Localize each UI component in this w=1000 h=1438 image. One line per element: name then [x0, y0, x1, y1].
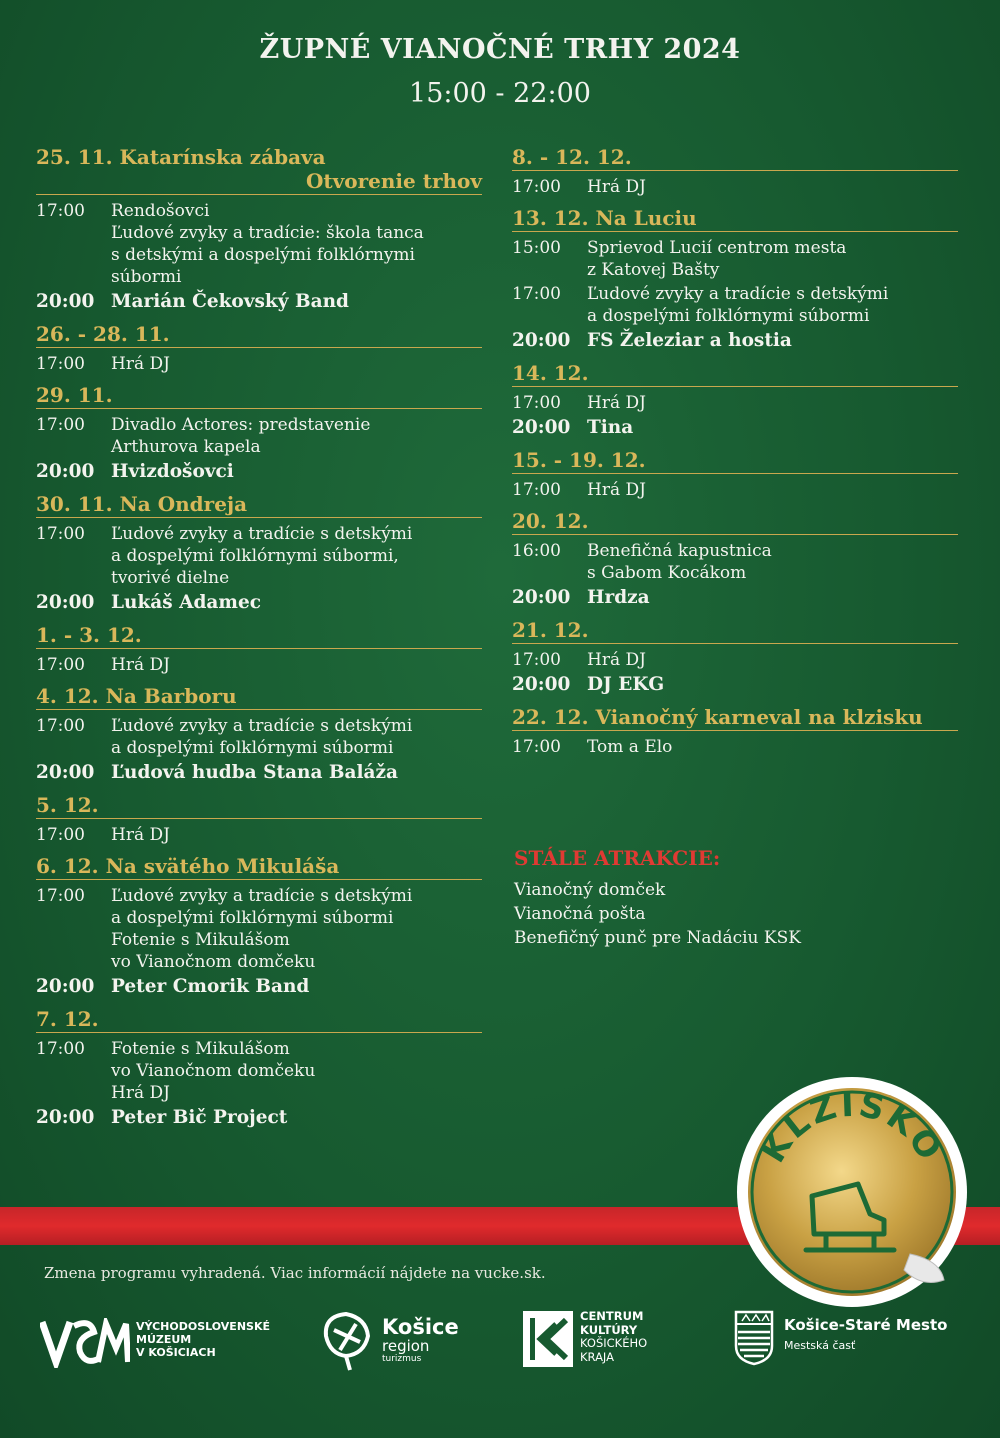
program-entry — [512, 649, 958, 671]
entry-time: 20:00 — [36, 291, 95, 312]
day-title: 5. 12. — [36, 793, 99, 817]
entry-time: 20:00 — [512, 330, 571, 351]
page-title: ŽUPNÉ VIANOČNÉ TRHY 2024 — [259, 34, 741, 65]
entry-description: Ľudové zvyky a tradície s detskými a dospelými folklórnymi súbormi Fotenie s Mikulášom vo Vianočnom domčeku — [111, 886, 413, 972]
kosice-line1: Košice — [382, 1315, 459, 1339]
day-subtitle: Otvorenie trhov — [306, 169, 482, 193]
entry-description: Hvizdošovci — [111, 461, 234, 482]
ksm-line1: Košice-Staré Mesto — [784, 1316, 948, 1334]
day-heading — [36, 322, 482, 348]
entry-time: 17:00 — [36, 825, 85, 845]
program-entry — [36, 523, 482, 589]
day-title: 4. 12. Na Barboru — [36, 684, 237, 708]
program-entry — [36, 200, 482, 288]
entry-description: Ľudová hudba Stana Baláža — [111, 762, 399, 783]
day-title: 7. 12. — [36, 1007, 99, 1031]
coat-of-arms-icon — [734, 1310, 774, 1366]
attraction-item: Benefičný punč pre Nadáciu KSK — [514, 928, 801, 948]
day-title: 30. 11. Na Ondreja — [36, 492, 248, 516]
program-entry — [36, 1038, 482, 1104]
program-entry — [36, 414, 482, 458]
kosice-region-logo — [316, 1306, 476, 1376]
day-heading — [512, 509, 958, 535]
entry-description: Divadlo Actores: predstavenie Arthurova kapela — [111, 415, 371, 457]
day-heading — [36, 383, 482, 409]
entry-description: Peter Cmorik Band — [111, 976, 310, 997]
day-heading — [36, 684, 482, 710]
entry-time: 17:00 — [36, 201, 85, 221]
entry-time: 17:00 — [512, 737, 561, 757]
program-entry — [512, 673, 958, 697]
day-title: 26. - 28. 11. — [36, 322, 170, 346]
entry-time: 20:00 — [36, 976, 95, 997]
day-heading — [512, 705, 958, 731]
entry-description: Ľudové zvyky a tradície s detskými a dospelými folklórnymi súbormi, tvorivé dielne — [111, 524, 413, 588]
entry-time: 17:00 — [512, 480, 561, 500]
vsm-line2: MÚZEUM — [136, 1333, 192, 1346]
day-title: 15. - 19. 12. — [512, 448, 646, 472]
day-title: 8. - 12. 12. — [512, 145, 632, 169]
program-entry — [36, 290, 482, 314]
entry-description: DJ EKG — [587, 674, 665, 695]
day-title: 13. 12. Na Luciu — [512, 206, 697, 230]
kosice-region-icon — [316, 1306, 378, 1372]
entry-time: 17:00 — [36, 655, 85, 675]
program-entry — [36, 975, 482, 999]
vsm-logo — [40, 1306, 270, 1376]
entry-time: 17:00 — [512, 650, 561, 670]
ckkk-logo-icon — [522, 1310, 574, 1368]
entry-time: 17:00 — [36, 886, 85, 906]
day-title: 29. 11. — [36, 383, 113, 407]
program-left-column — [36, 140, 482, 1133]
entry-description: Hrá DJ — [111, 825, 170, 845]
entry-time: 20:00 — [36, 592, 95, 613]
kosice-line3: turizmus — [382, 1354, 422, 1364]
entry-time: 17:00 — [36, 1039, 85, 1059]
entry-time: 17:00 — [512, 177, 561, 197]
program-entry — [512, 176, 958, 198]
entry-time: 20:00 — [512, 417, 571, 438]
opening-hours: 15:00 - 22:00 — [409, 78, 591, 109]
entry-description: Hrá DJ — [587, 650, 646, 670]
badge-text: KLZISKO — [753, 1084, 951, 1170]
day-heading — [512, 448, 958, 474]
entry-description: Marián Čekovský Band — [111, 291, 349, 312]
entry-time: 16:00 — [512, 541, 561, 561]
entry-description: Hrdza — [587, 587, 650, 608]
program-entry — [36, 761, 482, 785]
day-heading — [512, 206, 958, 232]
day-heading — [36, 793, 482, 819]
program-entry — [512, 586, 958, 610]
ckkk-line2: KULTÚRY — [580, 1322, 638, 1337]
program-entry — [36, 824, 482, 846]
ckkk-line1: CENTRUM — [580, 1309, 644, 1323]
day-title: 6. 12. Na svätého Mikuláša — [36, 854, 340, 878]
day-heading — [36, 623, 482, 649]
entry-description: Benefičná kapustnica s Gabom Kocákom — [587, 541, 772, 583]
entry-description: Hrá DJ — [587, 177, 646, 197]
attraction-item: Vianočný domček — [514, 880, 666, 900]
program-entry — [512, 392, 958, 414]
program-entry — [512, 479, 958, 501]
program-right-column — [512, 140, 958, 761]
entry-time: 20:00 — [512, 587, 571, 608]
permanent-attractions — [514, 846, 954, 950]
day-heading — [512, 361, 958, 387]
ckkk-line4: KRAJA — [580, 1349, 614, 1364]
entry-time: 15:00 — [512, 238, 561, 258]
entry-time: 17:00 — [512, 284, 561, 304]
entry-description: Ľudové zvyky a tradície s detskými a dospelými folklórnymi súbormi — [587, 284, 889, 326]
program-entry — [36, 715, 482, 759]
entry-time: 20:00 — [36, 1107, 95, 1128]
entry-time: 17:00 — [36, 415, 85, 435]
footer-note: Zmena programu vyhradená. Viac informácií nájdete na vucke.sk. — [44, 1264, 546, 1282]
day-title: 20. 12. — [512, 509, 589, 533]
program-entry — [36, 353, 482, 375]
entry-description: Tom a Elo — [587, 737, 673, 757]
entry-description: Hrá DJ — [587, 480, 646, 500]
ckkk-line3: KOŠICKÉHO — [580, 1336, 648, 1350]
entry-description: Tina — [587, 417, 634, 438]
day-title: 22. 12. Vianočný karneval na klzisku — [512, 705, 923, 729]
entry-description: Fotenie s Mikulášom vo Vianočnom domčeku Hrá DJ — [111, 1039, 316, 1103]
entry-time: 20:00 — [36, 762, 95, 783]
day-title: 25. 11. Katarínska zábava — [36, 145, 326, 169]
day-heading — [512, 145, 958, 171]
day-heading — [36, 145, 482, 195]
entry-description: Lukáš Adamec — [111, 592, 262, 613]
day-heading — [36, 1007, 482, 1033]
program-entry — [512, 237, 958, 281]
kosice-line2: region — [382, 1337, 430, 1355]
entry-time: 17:00 — [36, 354, 85, 374]
entry-description: Rendošovci Ľudové zvyky a tradície: škola tanca s detskými a dospelými folklórnymi súbormi — [111, 201, 424, 287]
program-entry — [36, 654, 482, 676]
program-entry — [512, 329, 958, 353]
entry-time: 17:00 — [512, 393, 561, 413]
vsm-logo-icon — [40, 1318, 130, 1368]
entry-description: Hrá DJ — [111, 354, 170, 374]
entry-description: Ľudové zvyky a tradície s detskými a dospelými folklórnymi súbormi — [111, 716, 413, 758]
day-title: 21. 12. — [512, 618, 589, 642]
program-entry — [36, 591, 482, 615]
attraction-item: Vianočná pošta — [514, 904, 646, 924]
entry-description: Hrá DJ — [111, 655, 170, 675]
day-heading — [512, 618, 958, 644]
entry-time: 20:00 — [36, 461, 95, 482]
day-title: 14. 12. — [512, 361, 589, 385]
entry-description: FS Železiar a hostia — [587, 330, 792, 351]
day-heading — [36, 492, 482, 518]
entry-description: Hrá DJ — [587, 393, 646, 413]
kosice-stare-mesto-logo — [734, 1306, 970, 1376]
entry-description: Sprievod Lucií centrom mesta z Katovej Bašty — [587, 238, 847, 280]
vsm-line1: VÝCHODOSLOVENSKÉ — [136, 1320, 270, 1333]
program-entry — [36, 460, 482, 484]
vsm-line3: V KOŠICIACH — [136, 1346, 216, 1359]
program-entry — [512, 283, 958, 327]
program-entry — [512, 416, 958, 440]
ckkk-logo — [522, 1306, 692, 1376]
klzisko-badge — [734, 1074, 970, 1310]
program-entry — [36, 885, 482, 973]
entry-time: 17:00 — [36, 524, 85, 544]
program-entry — [512, 736, 958, 758]
program-entry — [36, 1106, 482, 1130]
day-title: 1. - 3. 12. — [36, 623, 142, 647]
entry-time: 17:00 — [36, 716, 85, 736]
entry-time: 20:00 — [512, 674, 571, 695]
ksm-line2: Mestská časť — [784, 1339, 856, 1352]
program-entry — [512, 540, 958, 584]
permanent-attractions-title: STÁLE ATRAKCIE: — [514, 846, 721, 870]
entry-description: Peter Bič Project — [111, 1107, 288, 1128]
day-heading — [36, 854, 482, 880]
